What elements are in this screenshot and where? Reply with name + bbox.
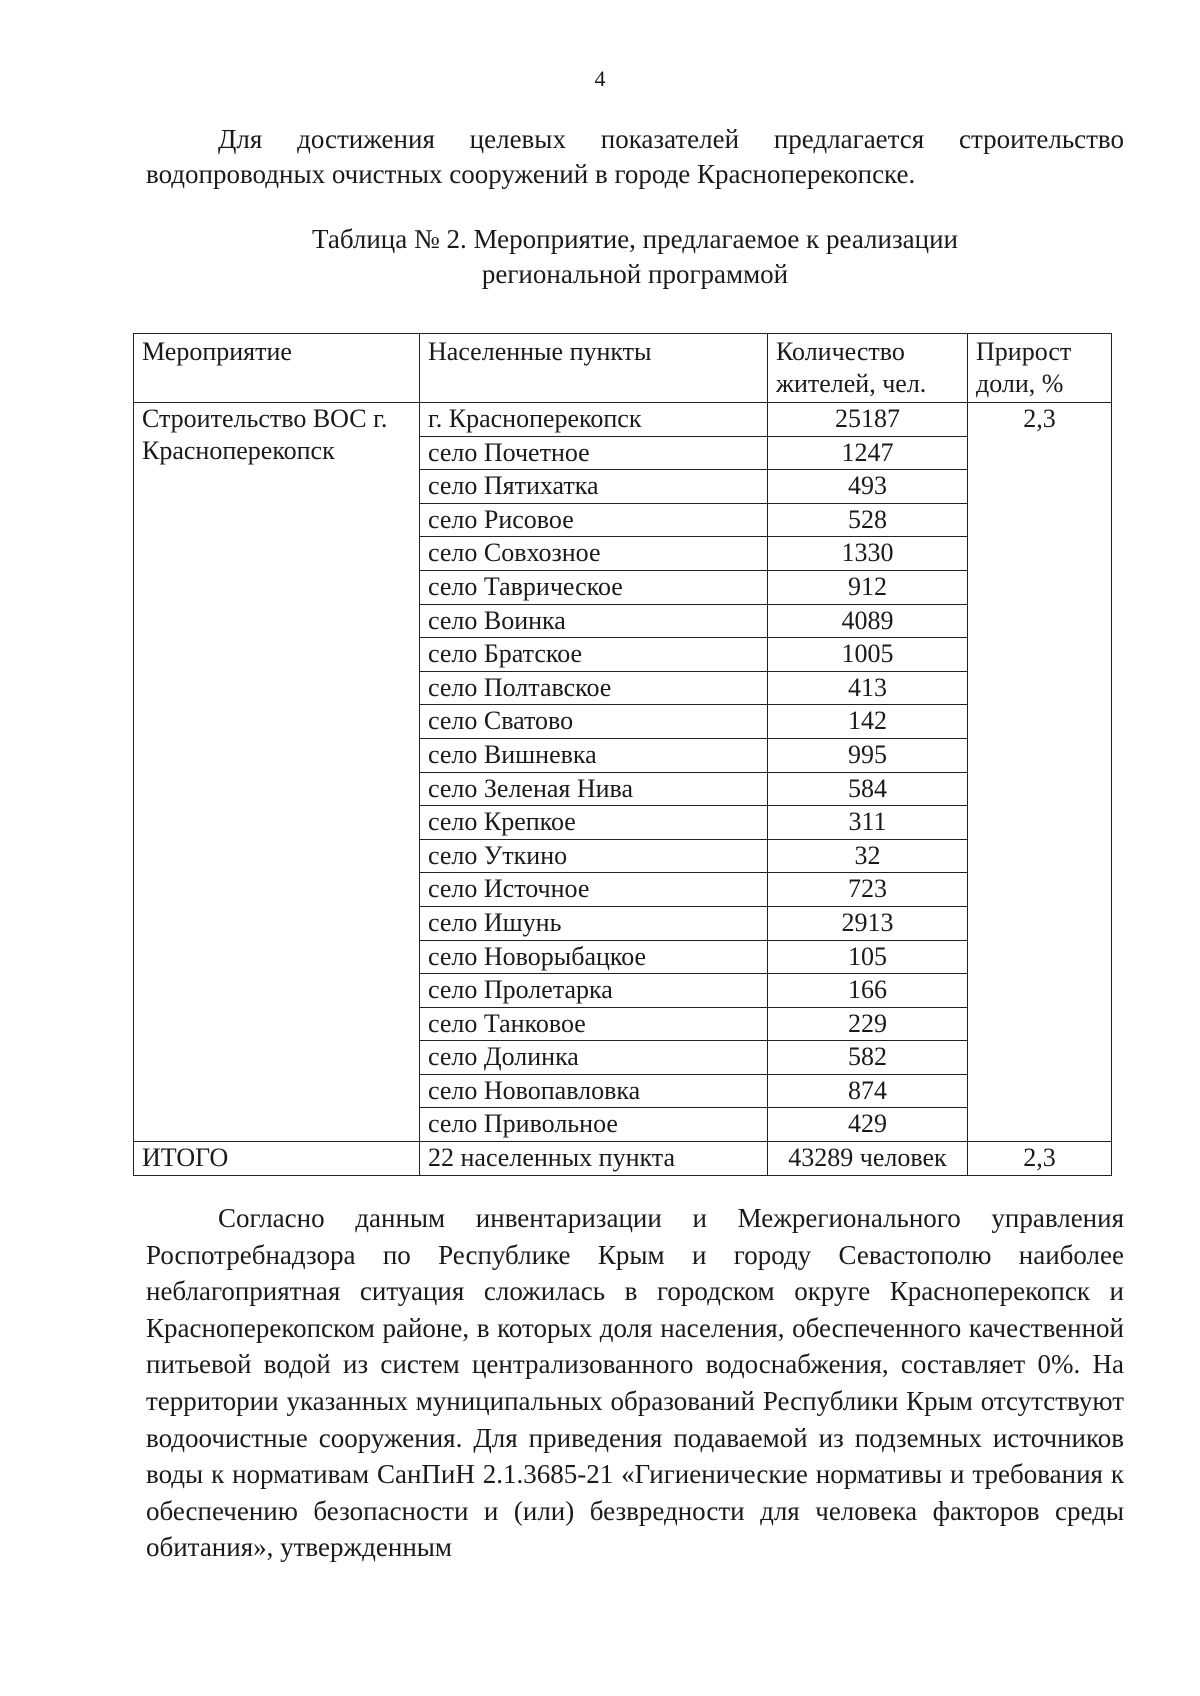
header-residents: Количество жителей, чел. bbox=[768, 334, 968, 403]
residents-cell: 413 bbox=[768, 671, 968, 705]
page-number: 4 bbox=[594, 66, 606, 91]
total-settlements-cell: 22 населенных пункта bbox=[420, 1142, 768, 1176]
residents-cell: 584 bbox=[768, 772, 968, 806]
settlement-cell: село Братское bbox=[420, 638, 768, 672]
residents-cell: 1005 bbox=[768, 638, 968, 672]
header-growth: Прирост доли, % bbox=[968, 334, 1112, 403]
residents-cell: 429 bbox=[768, 1108, 968, 1142]
settlement-cell: село Долинка bbox=[420, 1041, 768, 1075]
residents-cell: 723 bbox=[768, 873, 968, 907]
intro-paragraph: Для достижения целевых показателей предлагается строительство водопроводных очистных сооружений в городе Красноперекопске. bbox=[146, 124, 1124, 189]
main-paragraph: Согласно данным инвентаризации и Межрегионального управления Роспотребнадзора по Республике Крым и городу Севастополю наиболее неблагоприятная ситуация сложилась в городском округе Красноперекопск и Красноперекопском районе, в которых доля населения, обеспеченного качественной питьевой водой из систем централизованного водоснабжения, составляет 0%. На территории указанных муниципальных образований Республики Крым отсутствуют водоочистные сооружения. Для приведения подаваемой из подземных источников воды к нормативам СанПиН 2.1.3685-21 «Гигиенические нормативы и требования к обеспечению безопасности и (или) безвредности для человека факторов среды обитания», утвержденным bbox=[146, 1203, 1124, 1563]
settlement-cell: село Пролетарка bbox=[420, 974, 768, 1008]
settlement-cell: село Совхозное bbox=[420, 537, 768, 571]
residents-cell: 1330 bbox=[768, 537, 968, 571]
settlement-cell: село Полтавское bbox=[420, 671, 768, 705]
caption-line-2: региональной программой bbox=[481, 259, 789, 289]
residents-cell: 582 bbox=[768, 1041, 968, 1075]
settlement-cell: село Вишневка bbox=[420, 738, 768, 772]
table-body bbox=[134, 403, 1112, 1176]
residents-cell: 25187 bbox=[768, 403, 968, 437]
residents-cell: 493 bbox=[768, 470, 968, 504]
residents-cell: 166 bbox=[768, 974, 968, 1008]
settlement-cell: село Крепкое bbox=[420, 806, 768, 840]
settlement-cell: село Новопавловка bbox=[420, 1074, 768, 1108]
total-row bbox=[134, 1142, 1112, 1176]
settlement-cell: село Сватово bbox=[420, 705, 768, 739]
residents-cell: 142 bbox=[768, 705, 968, 739]
header-settlements: Населенные пункты bbox=[420, 334, 768, 403]
residents-cell: 1247 bbox=[768, 436, 968, 470]
residents-cell: 105 bbox=[768, 940, 968, 974]
residents-cell: 912 bbox=[768, 570, 968, 604]
settlement-cell: село Источное bbox=[420, 873, 768, 907]
settlement-cell: село Зеленая Нива bbox=[420, 772, 768, 806]
total-residents-cell: 43289 человек bbox=[768, 1142, 968, 1176]
residents-cell: 4089 bbox=[768, 604, 968, 638]
growth-cell: 2,3 bbox=[968, 403, 1112, 1142]
header-event: Мероприятие bbox=[134, 334, 420, 403]
table-row bbox=[134, 403, 1112, 437]
table-header-row bbox=[134, 334, 1112, 403]
settlements-table bbox=[133, 333, 1112, 1176]
settlement-cell: село Привольное bbox=[420, 1108, 768, 1142]
caption-line-1: Таблица № 2. Мероприятие, предлагаемое к реализации bbox=[312, 224, 958, 254]
residents-cell: 874 bbox=[768, 1074, 968, 1108]
settlement-cell: село Ишунь bbox=[420, 906, 768, 940]
settlement-cell: село Воинка bbox=[420, 604, 768, 638]
residents-cell: 995 bbox=[768, 738, 968, 772]
settlement-cell: село Рисовое bbox=[420, 503, 768, 537]
settlement-cell: село Новорыбацкое bbox=[420, 940, 768, 974]
table-caption bbox=[146, 222, 1124, 292]
total-growth-cell: 2,3 bbox=[968, 1142, 1112, 1176]
residents-cell: 229 bbox=[768, 1007, 968, 1041]
residents-cell: 311 bbox=[768, 806, 968, 840]
total-label-cell: ИТОГО bbox=[134, 1142, 420, 1176]
residents-cell: 2913 bbox=[768, 906, 968, 940]
settlement-cell: село Таврическое bbox=[420, 570, 768, 604]
settlement-cell: село Уткино bbox=[420, 839, 768, 873]
settlement-cell: г. Красноперекопск bbox=[420, 403, 768, 437]
residents-cell: 528 bbox=[768, 503, 968, 537]
settlement-cell: село Танковое bbox=[420, 1007, 768, 1041]
settlement-cell: село Пятихатка bbox=[420, 470, 768, 504]
settlement-cell: село Почетное bbox=[420, 436, 768, 470]
event-cell: Строительство ВОС г. Красноперекопск bbox=[134, 403, 420, 1142]
residents-cell: 32 bbox=[768, 839, 968, 873]
